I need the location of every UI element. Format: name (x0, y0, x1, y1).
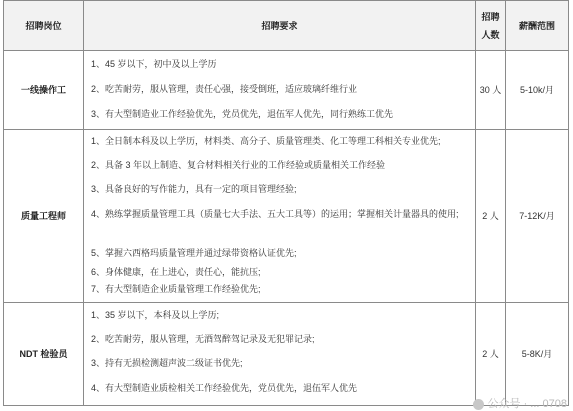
header-headcount-line1: 招聘 (481, 11, 500, 22)
watermark-text: 公众号 · ... 0708 (487, 398, 567, 410)
position-cell: 一线操作工 (4, 51, 84, 130)
table-row (4, 130, 569, 303)
headcount-cell: 2 人 (476, 130, 506, 303)
requirement-item: 3、有大型制造业工作经验优先，党员优先，退伍军人优先，同行熟练工优先 (91, 109, 394, 119)
requirement-item: 1、全日制本科及以上学历，材料类、高分子、质量管理类、化工等理工科相关专业优先; (91, 136, 441, 146)
requirement-item: 2、具备 3 年以上制造、复合材料相关行业的工作经验或质量相关工作经验 (91, 160, 386, 170)
table-row (4, 51, 569, 130)
header-headcount (476, 1, 506, 51)
salary-cell: 7-12K/月 (506, 130, 569, 303)
requirement-item: 1、45 岁以下，初中及以上学历 (91, 59, 217, 69)
requirement-item: 2、吃苦耐劳，服从管理，无酒驾醉驾记录及无犯罪记录; (91, 334, 315, 344)
table-header-row (4, 1, 569, 51)
recruitment-table (3, 0, 569, 406)
requirement-item: 6、身体健康，在上进心，责任心，能抗压; (91, 267, 261, 277)
requirements-cell (84, 51, 476, 130)
headcount-cell: 2 人 (476, 303, 506, 406)
header-headcount-line2: 人数 (481, 29, 500, 40)
position-cell: NDT 检验员 (4, 303, 84, 406)
position-cell: 质量工程师 (4, 130, 84, 303)
table-row (4, 303, 569, 406)
wechat-icon (473, 399, 484, 410)
requirement-item: 7、有大型制造企业质量管理工作经验优先; (91, 284, 261, 294)
requirement-item: 3、持有无损检测超声波二级证书优先; (91, 358, 243, 368)
requirements-cell (84, 130, 476, 303)
header-salary: 薪酬范围 (506, 1, 569, 51)
headcount-cell: 30 人 (476, 51, 506, 130)
requirements-cell (84, 303, 476, 406)
salary-cell: 5-8K/月 (506, 303, 569, 406)
requirement-item: 2、吃苦耐劳，服从管理，责任心强，接受倒班，适应玻璃纤维行业 (91, 84, 358, 94)
salary-cell: 5-10k/月 (506, 51, 569, 130)
requirement-item: 1、35 岁以下，本科及以上学历; (91, 310, 220, 320)
requirement-item: 4、熟练掌握质量管理工具（质量七大手法、五大工具等）的运用；掌握相关计量器具的使用; (91, 209, 459, 219)
header-requirements: 招聘要求 (84, 1, 476, 51)
requirement-item: 5、掌握六西格玛质量管理并通过绿带资格认证优先; (91, 248, 297, 258)
requirement-item: 4、有大型制造业质检相关工作经验优先，党员优先，退伍军人优先 (91, 383, 358, 393)
requirement-item: 3、具备良好的写作能力，具有一定的项目管理经验; (91, 184, 297, 194)
header-position: 招聘岗位 (4, 1, 84, 51)
